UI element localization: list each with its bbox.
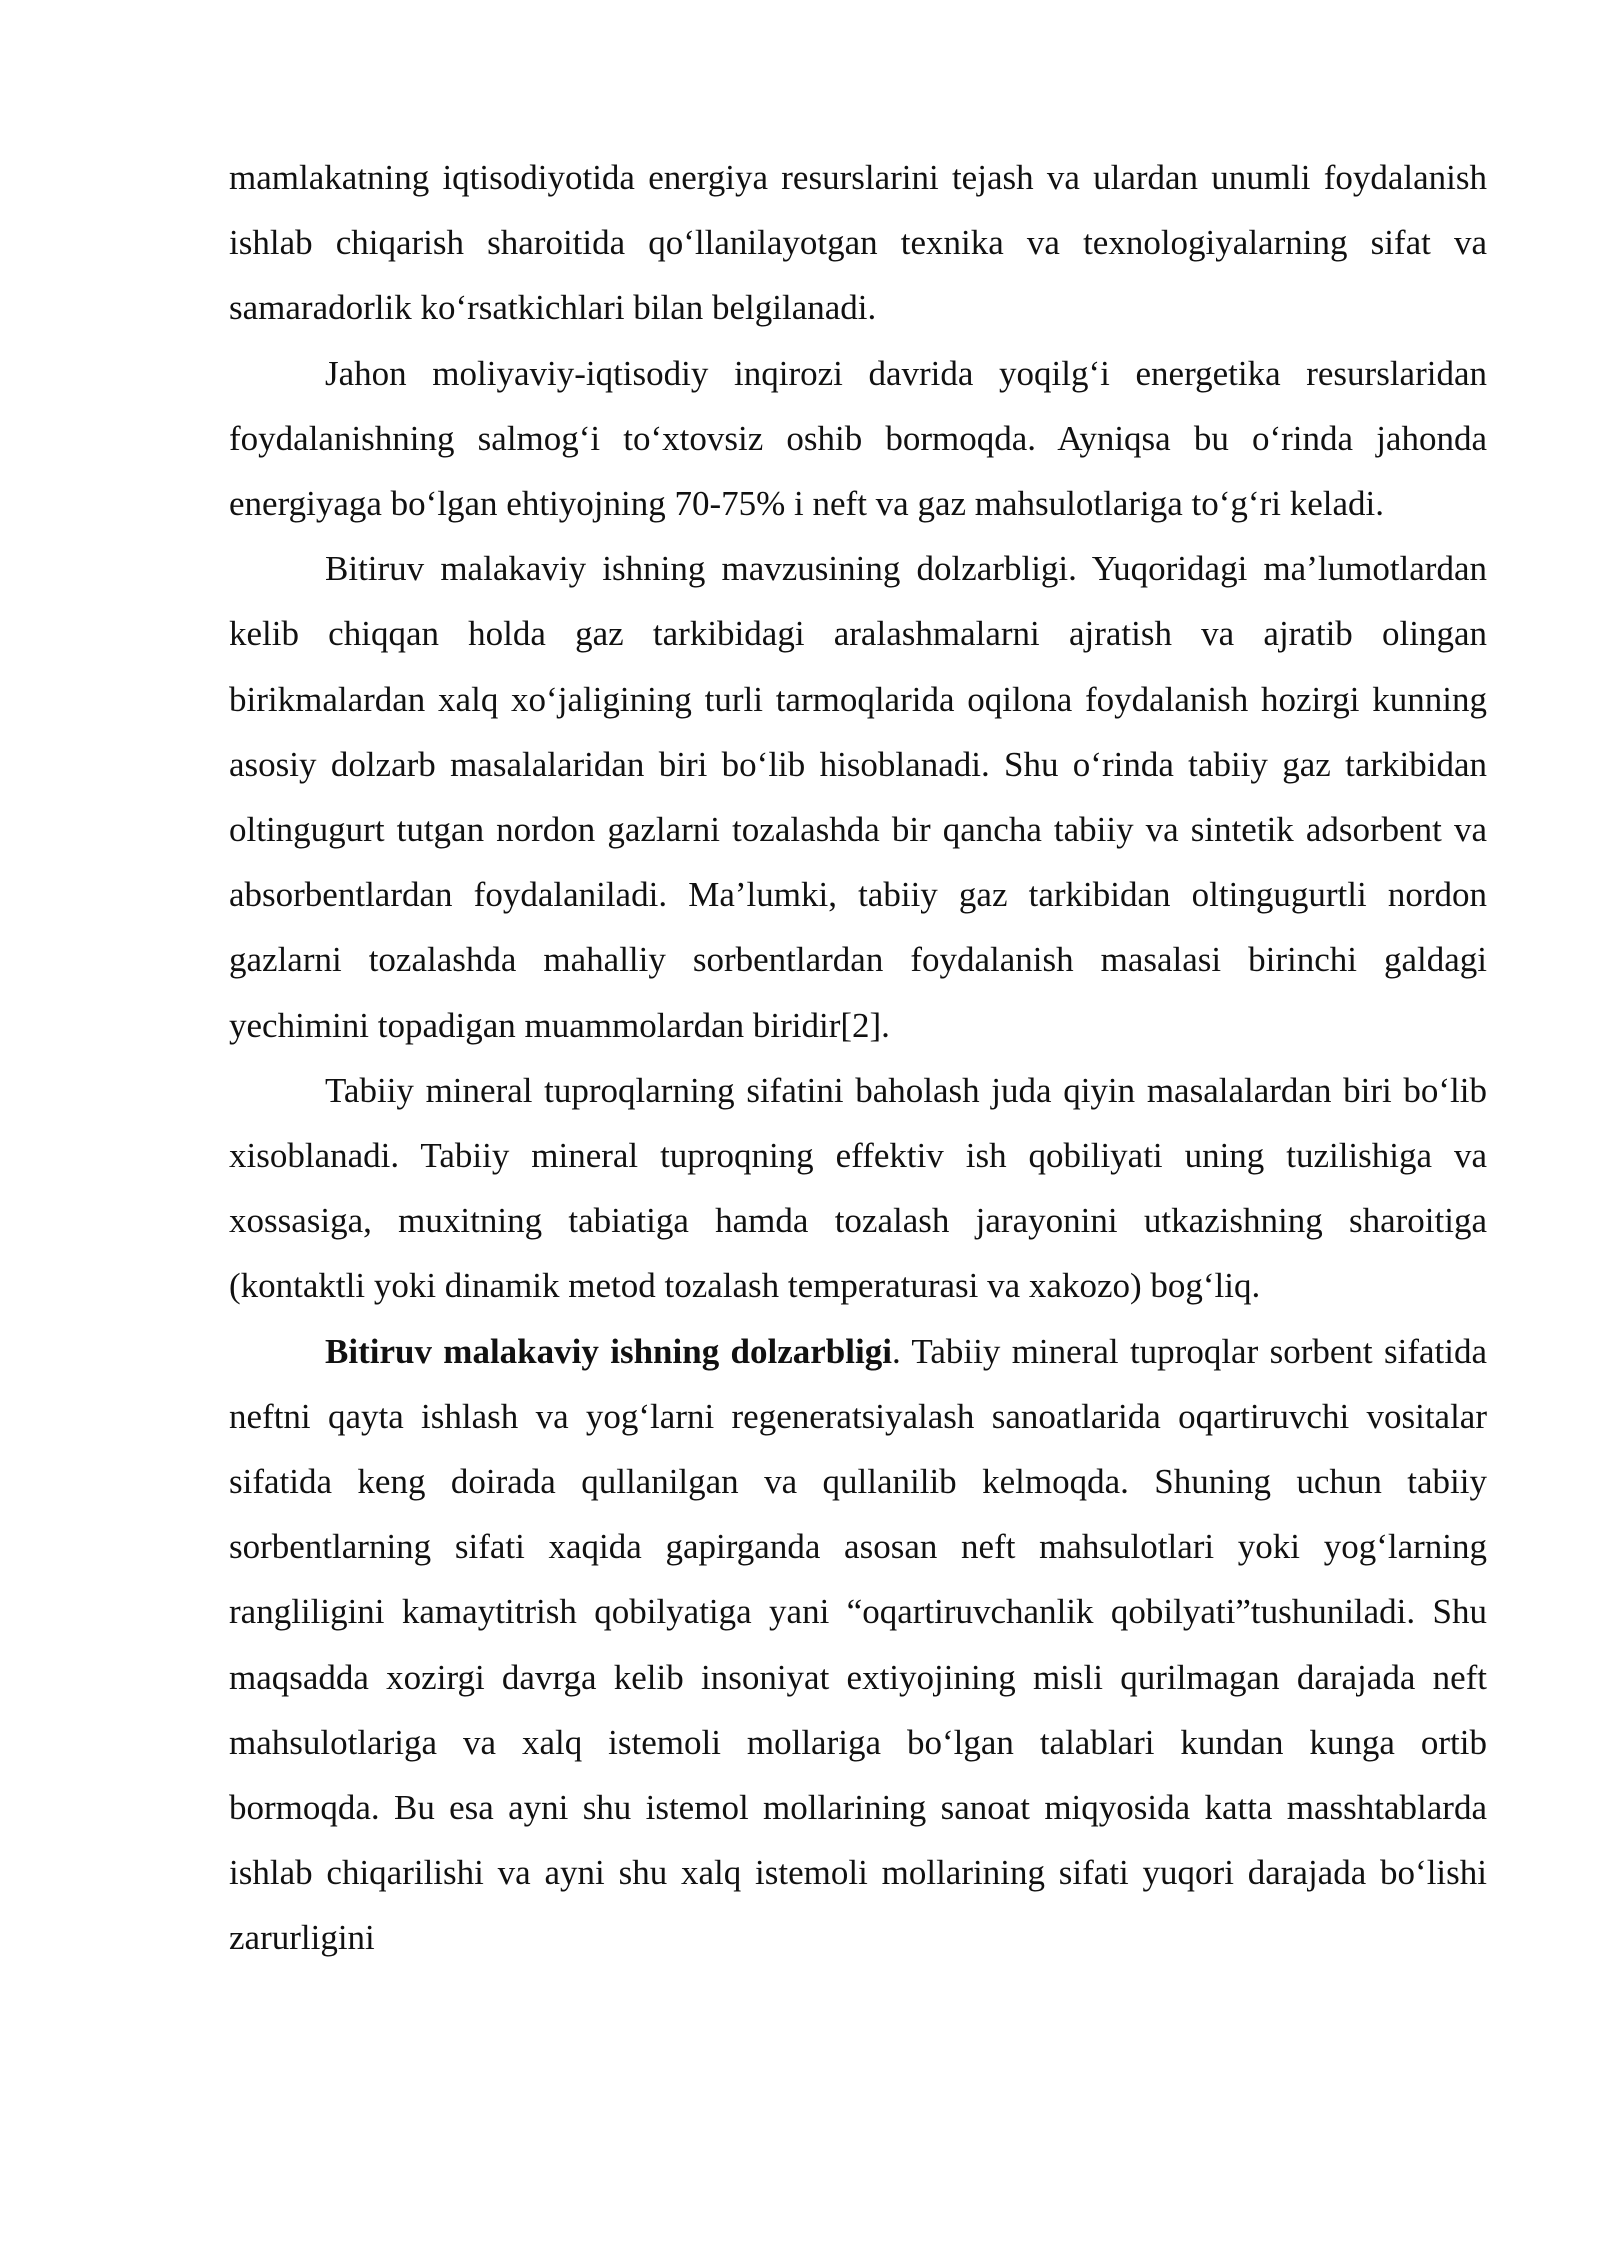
paragraph-3: Bitiruv malakaviy ishning mavzusining dolzarbligi. Yuqoridagi ma’lumotlardan kelib chiqqan holda gaz tarkibidagi aralashmalarni ajratish va ajratib olingan birikmalardan xalq xo‘jaligining turli tarmoqlarida oqilona foydalanish hozirgi kunning asosiy dolzarb masalalaridan biri bo‘lib hisoblanadi. Shu o‘rinda tabiiy gaz tarkibidan oltingugurt tutgan nordon gazlarni tozalashda bir qancha tabiiy va sintetik adsorbent va absorbentlardan foydalaniladi. Ma’lumki, tabiiy gaz tarkibidan oltingugurtli nordon gazlarni tozalashda mahalliy sorbentlardan foydalanish masalasi birinchi galdagi yechimini topadigan muammolardan biridir[2]. — [229, 549, 1487, 1045]
paragraph-1: mamlakatning iqtisodiyotida energiya resurslarini tejash va ulardan unumli foydalanish ishlab chiqarish sharoitida qo‘llanilayotgan texnika va texnologiyalarning sifat va samaradorlik ko‘rsatkichlari bilan belgilanadi. — [229, 158, 1487, 328]
document-page — [229, 145, 1487, 1971]
paragraph-2: Jahon moliyaviy-iqtisodiy inqirozi davrida yoqilg‘i energetika resurslaridan foydalanishning salmog‘i to‘xtovsiz oshib bormoqda. Ayniqsa bu o‘rinda jahonda energiyaga bo‘lgan ehtiyojning 70-75% i neft va gaz mahsulotlariga to‘g‘ri keladi. — [229, 353, 1487, 524]
paragraph-4: Tabiiy mineral tuproqlarning sifatini baholash juda qiyin masalalardan biri bo‘lib xisoblanadi. Tabiiy mineral tuproqning effektiv ish qobiliyati uning tuzilishiga va xossasiga, muxitning tabiatiga hamda tozalash jarayonini utkazishning sharoitiga (kontaktli yoki dinamik metod tozalash temperaturasi va xakozo) bog‘liq. — [229, 1070, 1487, 1306]
paragraph-5 — [229, 1319, 1487, 1971]
paragraph-5-body: . Tabiiy mineral tuproqlar sorbent sifatida neftni qayta ishlash va yog‘larni regeneratsiyalash sanoatlarida oqartiruvchi vositalar sifatida keng doirada qullanilgan va qullanilib kelmoqda. Shuning uchun tabiiy sorbentlarning sifati xaqida gapirganda asosan neft mahsulotlari yoki yog‘larning rangliligini kamaytitrish qobilyatiga yani “oqartiruvchanlik qobilyati”tushuniladi. Shu maqsadda xozirgi davrga kelib insoniyat extiyojining misli qurilmagan darajada neft mahsulotlariga va xalq istemoli mollariga bo‘lgan talablari kundan kunga ortib bormoqda. Bu esa ayni shu istemol mollarining sanoat miqyosida katta masshtablarda ishlab chiqarilishi va ayni shu xalq istemoli mollarining sifati yuqori darajada bo‘lishi zarurligini — [229, 1331, 1487, 1958]
paragraph-5-bold-lead: Bitiruv malakaviy ishning dolzarbligi — [325, 1331, 892, 1371]
